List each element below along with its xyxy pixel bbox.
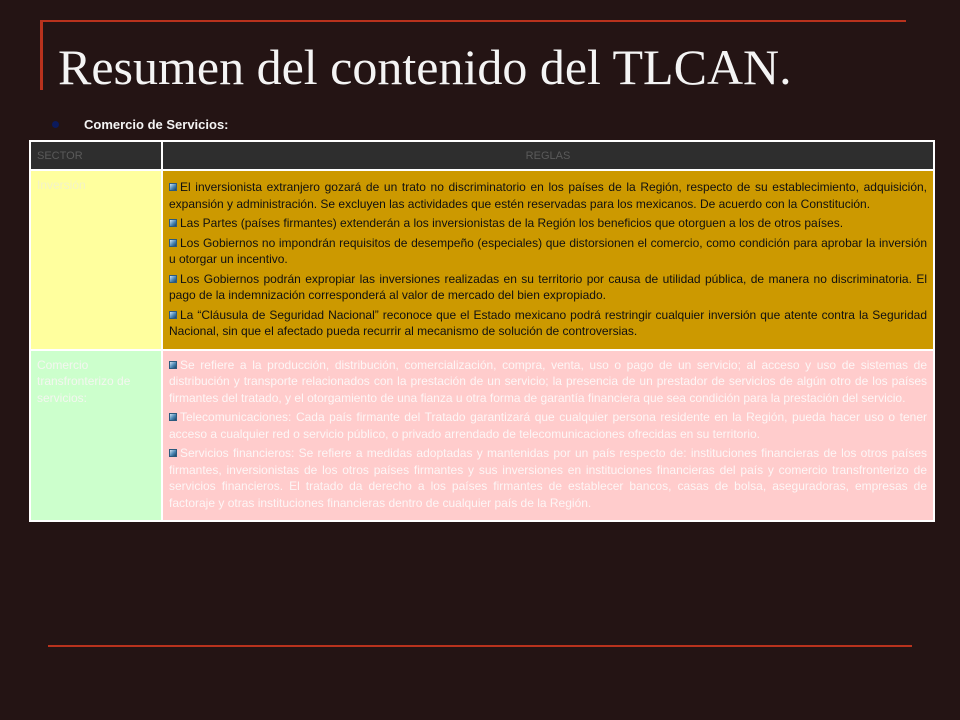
section-label: Comercio de Servicios: xyxy=(84,117,229,132)
slide-title: Resumen del contenido del TLCAN. xyxy=(58,39,792,95)
rule-text: Servicios financieros: Se refiere a medidas adoptadas y mantenidas por un país respecto de: instituciones financieras de los otros países firmantes, inversionistas de los otros países firmantes y sus inversiones en instituciones financieras del país y comercio transfronterizo de servicios financieros. El tratado da derecho a los países firmantes de establecer bancos, casas de bolsa, aseguradoras, empresas de factoraje y otras instituciones financieras dentro de cualquier país de la Región. xyxy=(169,446,927,510)
square-bullet-icon xyxy=(169,413,177,421)
square-bullet-icon xyxy=(169,183,177,191)
header-sector: SECTOR xyxy=(30,141,162,170)
rule-paragraph xyxy=(169,271,927,304)
rule-paragraph xyxy=(169,409,927,442)
rule-paragraph xyxy=(169,307,927,340)
rule-text: La “Cláusula de Seguridad Nacional” reconoce que el Estado mexicano podrá restringir cualquier inversión que atente contra la Seguridad Nacional, sin que el afectado pueda recurrir al mecanismo de solución de controversias. xyxy=(169,307,927,338)
rule-text: Se refiere a la producción, distribución, comercialización, compra, venta, uso o pago de un servicio; al acceso y uso de sistemas de distribución y transporte relacionados con la prestación de un servicio; la presencia de un prestador de servicios de algún otro de los países firmantes del tratado, y el otorgamiento de una fianza u otra forma de garantía financiera que sea condición para la prestación del servicio. xyxy=(169,357,927,405)
table-row xyxy=(30,350,934,522)
left-accent-line xyxy=(40,20,43,90)
sector-cell: Comercio transfronterizo de servicios: xyxy=(30,350,162,522)
rule-text: Telecomunicaciones: Cada país firmante del Tratado garantizará que cualquier persona residente en la Región, pueda hacer uso o tener acceso a cualquier red o servicio público, o privado arrendado de telecomunicaciones ofrecidas en su territorio. xyxy=(169,410,927,441)
table-header-row xyxy=(30,141,934,170)
rule-paragraph xyxy=(169,235,927,268)
rule-text: El inversionista extranjero gozará de un trato no discriminatorio en los países de la Región, respecto de su establecimiento, adquisición, expansión y administración. Se excluyen las actividades que estén reservadas para los mexicanos. De acuerdo con la Constitución. xyxy=(169,180,927,211)
rules-table xyxy=(29,140,935,522)
rule-text: Las Partes (países firmantes) extenderán a los inversionistas de la Región los beneficios que otorguen a los de otros países. xyxy=(180,216,844,230)
rule-text: Los Gobiernos no impondrán requisitos de desempeño (especiales) que distorsionen el comercio, como condición para aprobar la inversión u otorgar un incentivo. xyxy=(169,235,927,266)
square-bullet-icon xyxy=(169,239,177,247)
top-accent-line xyxy=(40,20,906,22)
square-bullet-icon xyxy=(169,361,177,369)
rules-cell xyxy=(162,350,934,522)
rule-paragraph xyxy=(169,445,927,511)
bullet-dot-icon xyxy=(52,121,59,128)
section-bullet xyxy=(52,117,229,132)
square-bullet-icon xyxy=(169,311,177,319)
table-row xyxy=(30,170,934,350)
square-bullet-icon xyxy=(169,449,177,457)
bottom-accent-line xyxy=(48,645,912,647)
rules-cell xyxy=(162,170,934,350)
rule-paragraph xyxy=(169,215,927,232)
rule-paragraph xyxy=(169,357,927,407)
header-reglas: REGLAS xyxy=(162,141,934,170)
rule-paragraph xyxy=(169,179,927,212)
sector-cell: Inversión xyxy=(30,170,162,350)
square-bullet-icon xyxy=(169,275,177,283)
rule-text: Los Gobiernos podrán expropiar las inversiones realizadas en su territorio por causa de utilidad pública, de manera no discriminatoria. El pago de la indemnización corresponderá al valor de mercado del bien expropiado. xyxy=(169,271,927,302)
square-bullet-icon xyxy=(169,219,177,227)
